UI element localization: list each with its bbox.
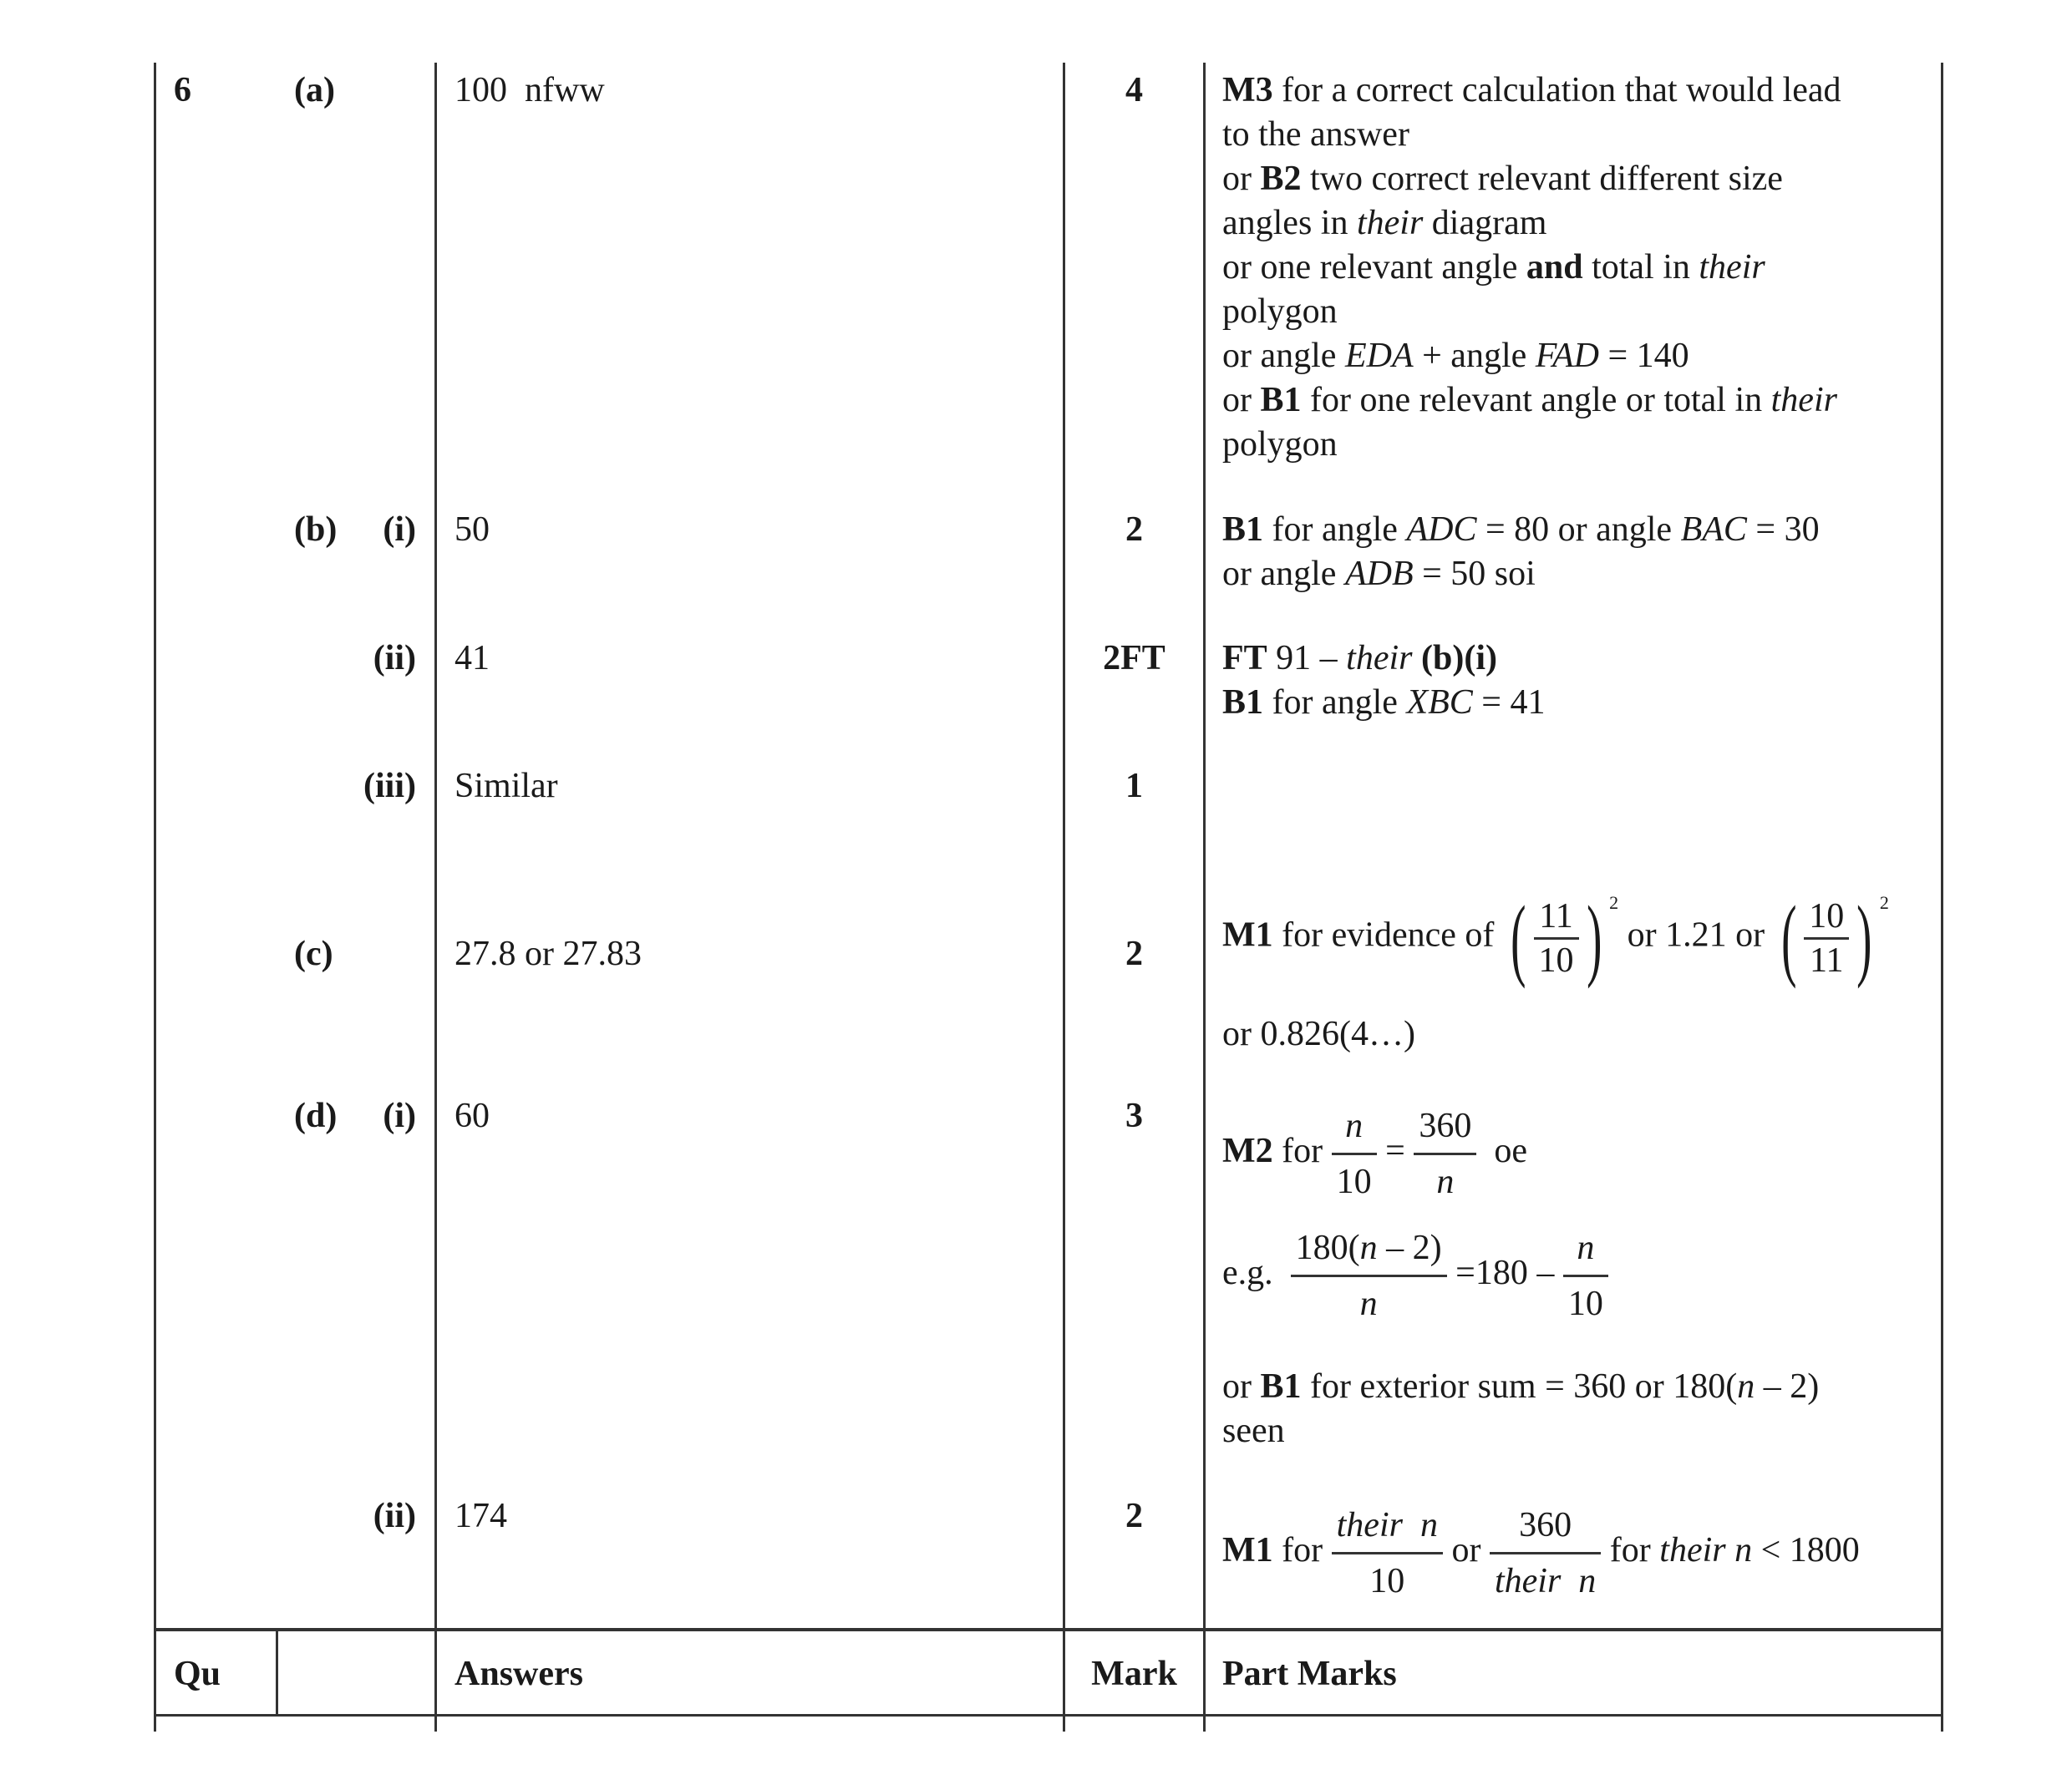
partmarks-c-line2: or 0.826(4…) xyxy=(1222,1015,1415,1053)
fraction-10-11: $\frac{10}{11}$ xyxy=(1804,895,1849,981)
mark-b-i: 2 xyxy=(1125,510,1143,549)
part-label-b-i: (i) xyxy=(383,510,416,549)
partmarks-d-i-example: e.g. $\frac{180(n - 2)}{n}$ =180 – $\frac{n}{10}$ xyxy=(1222,1221,1608,1331)
part-label-d-ii: (ii) xyxy=(373,1497,416,1535)
partmarks-b-i: B1 for angle ADC = 80 or angle BAC = 30 or angle ADB = 50 soi xyxy=(1222,510,1820,593)
fraction-11-10: $\frac{11}{10}$ xyxy=(1534,895,1579,981)
partmarks-d-ii: M1 for $\frac{\text{their n}}{10}$ or $\frac{360}{\text{their n}}$ for their n < 1800 xyxy=(1222,1499,1860,1608)
mark-column-divider xyxy=(1063,63,1065,1732)
partmarks-d-i-b1: or B1 for exterior sum = 360 or 180(n – 2) seen xyxy=(1222,1367,1820,1450)
mark-d-ii: 2 xyxy=(1125,1497,1143,1535)
answer-b-i: 50 xyxy=(455,510,490,549)
partmarks-b-ii: FT 91 – their (b)(i) B1 for angle XBC = 41 xyxy=(1222,639,1546,722)
mark-b-iii: 1 xyxy=(1125,767,1143,805)
table-right-border xyxy=(1941,63,1943,1732)
answer-column-divider xyxy=(434,63,437,1732)
answer-c: 27.8 or 27.83 xyxy=(455,935,642,973)
question-number: 6 xyxy=(174,71,191,109)
part-label-b-iii: (iii) xyxy=(363,767,416,805)
partmarks-a: M3 for a correct calculation that would lead to the answer or B2 two correct relevant different size angles in their diagram or one relevant angle and total in their polygon or angle EDA + angle FAD = 140 or B1 for one relevant angle or total in their polygon xyxy=(1222,71,1841,464)
part-label-b-ii: (ii) xyxy=(373,639,416,677)
answer-d-i: 60 xyxy=(455,1097,490,1135)
part-label-a: (a) xyxy=(294,71,335,109)
footer-qu-header: Qu xyxy=(174,1655,221,1693)
partmarks-column-divider xyxy=(1203,63,1206,1732)
answer-d-ii: 174 xyxy=(455,1497,507,1535)
table-left-border xyxy=(154,63,156,1732)
partmarks-c: M1 for evidence of ( $\frac{11}{10}$ ) $^2$ or 1.21 or ( $\frac{10}{11}$ ) $^2$ xyxy=(1222,887,1889,989)
footer-answers-header: Answers xyxy=(455,1655,583,1693)
footer-qu-divider xyxy=(276,1630,278,1716)
part-label-d: (d) xyxy=(294,1097,338,1135)
mark-d-i: 3 xyxy=(1125,1097,1143,1135)
answer-a: 100 nfww xyxy=(455,71,605,109)
mark-c: 2 xyxy=(1125,935,1143,973)
footer-mark-header: Mark xyxy=(1091,1655,1177,1693)
mark-a: 4 xyxy=(1125,71,1143,109)
answer-b-ii: 41 xyxy=(455,639,490,677)
partmarks-d-i-m2: M2 for $\frac{n}{10}$ = $\frac{360}{n}$ oe xyxy=(1222,1099,1527,1209)
answer-b-iii: Similar xyxy=(455,767,558,805)
footer-top-rule xyxy=(154,1628,1943,1631)
footer-bottom-rule xyxy=(154,1714,1943,1717)
part-label-b: (b) xyxy=(294,510,338,549)
part-label-d-i: (i) xyxy=(383,1097,416,1135)
footer-partmarks-header: Part Marks xyxy=(1222,1655,1397,1693)
mark-b-ii: 2FT xyxy=(1103,639,1166,677)
part-label-c: (c) xyxy=(294,935,333,973)
